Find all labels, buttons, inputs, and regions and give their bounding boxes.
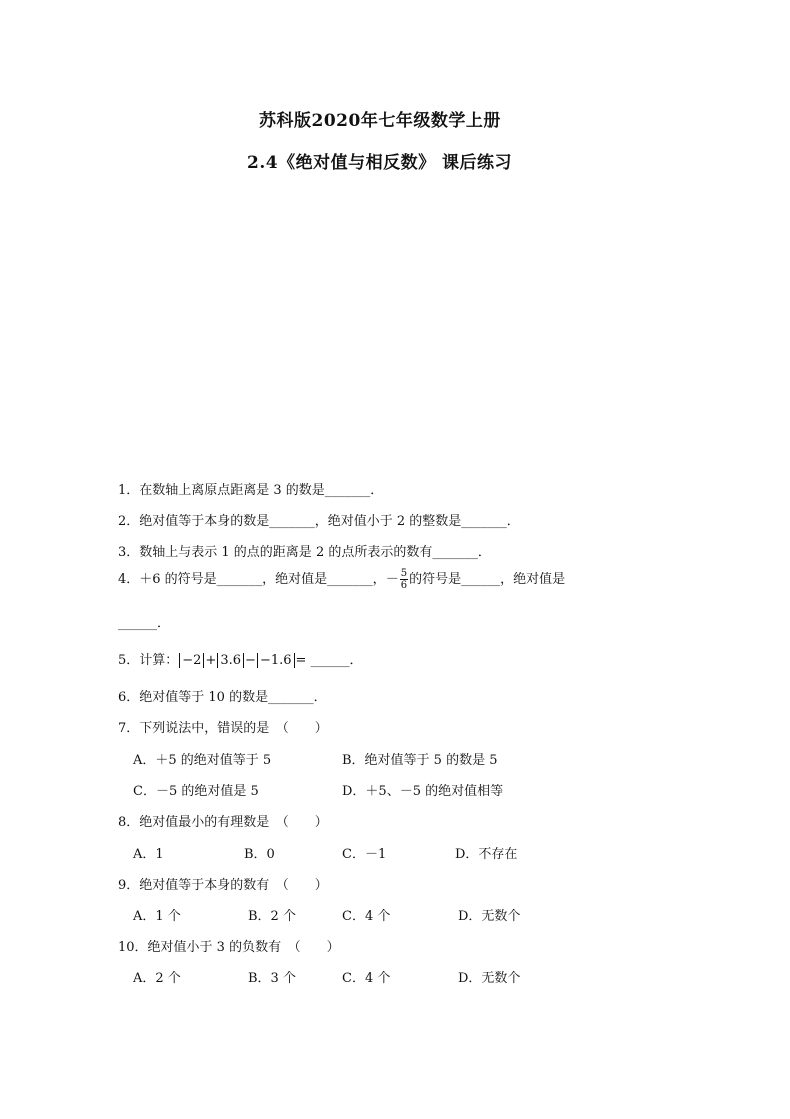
absolute-value-b: 3.6 bbox=[217, 653, 244, 668]
question-8-option-d: D．不存在 bbox=[455, 847, 518, 862]
fraction bbox=[400, 568, 408, 591]
question-4 bbox=[118, 568, 565, 591]
question-3: 3．数轴上与表示 1 的点的距离是 2 的点所表示的数有_______． bbox=[118, 545, 491, 560]
question-5 bbox=[118, 649, 363, 668]
question-10-option-b: B．3 个 bbox=[248, 971, 296, 986]
question-4-sign: － bbox=[385, 572, 399, 587]
question-9-option-b: B．2 个 bbox=[248, 909, 296, 924]
minus-sign: − bbox=[245, 653, 256, 668]
question-7-option-a: A．＋5 的绝对值等于 5 bbox=[133, 753, 272, 768]
question-8-option-c: C．－1 bbox=[342, 847, 387, 862]
question-4-continuation: ______． bbox=[118, 616, 171, 631]
fraction-numerator: 5 bbox=[400, 568, 408, 579]
question-10-option-d: D．无数个 bbox=[458, 971, 521, 986]
question-7-option-b: B．绝对值等于 5 的数是 5 bbox=[342, 753, 498, 768]
question-10-option-a: A．2 个 bbox=[133, 971, 181, 986]
question-10: 10．绝对值小于 3 的负数有 （ ） bbox=[118, 940, 340, 955]
question-7: 7．下列说法中，错误的是 （ ） bbox=[118, 721, 328, 736]
question-9-option-c: C．4 个 bbox=[342, 909, 391, 924]
question-4-text: 4．＋6 的符号是_______，绝对值是_______， bbox=[118, 572, 386, 587]
page-subtitle: 2.4《绝对值与相反数》 课后练习 bbox=[247, 153, 512, 173]
question-8: 8．绝对值最小的有理数是 （ ） bbox=[118, 815, 328, 830]
question-9-option-a: A．1 个 bbox=[133, 909, 181, 924]
page-title: 苏科版2020年七年级数学上册 bbox=[259, 111, 501, 131]
plus-sign: + bbox=[205, 653, 217, 668]
question-7-option-c: C．－5 的绝对值是 5 bbox=[133, 784, 259, 799]
question-5-end: = ______． bbox=[295, 653, 363, 668]
question-8-option-b: B．0 bbox=[244, 847, 275, 862]
absolute-value-a: −2 bbox=[179, 653, 204, 668]
question-7-option-d: D．＋5、－5 的绝对值相等 bbox=[342, 784, 504, 799]
fraction-denominator: 6 bbox=[400, 580, 408, 591]
question-9-option-d: D．无数个 bbox=[458, 909, 521, 924]
question-6: 6．绝对值等于 10 的数是_______． bbox=[118, 690, 327, 705]
question-8-option-a: A．1 bbox=[133, 847, 164, 862]
question-10-option-c: C．4 个 bbox=[342, 971, 391, 986]
question-9: 9．绝对值等于本身的数有 （ ） bbox=[118, 878, 328, 893]
question-5-label: 5．计算： bbox=[118, 653, 179, 668]
absolute-value-c: −1.6 bbox=[257, 653, 295, 668]
question-2: 2．绝对值等于本身的数是_______，绝对值小于 2 的整数是_______． bbox=[118, 514, 520, 529]
question-4-text-after: 的符号是______，绝对值是 bbox=[409, 572, 566, 587]
question-1: 1．在数轴上离原点距离是 3 的数是_______． bbox=[118, 483, 384, 498]
